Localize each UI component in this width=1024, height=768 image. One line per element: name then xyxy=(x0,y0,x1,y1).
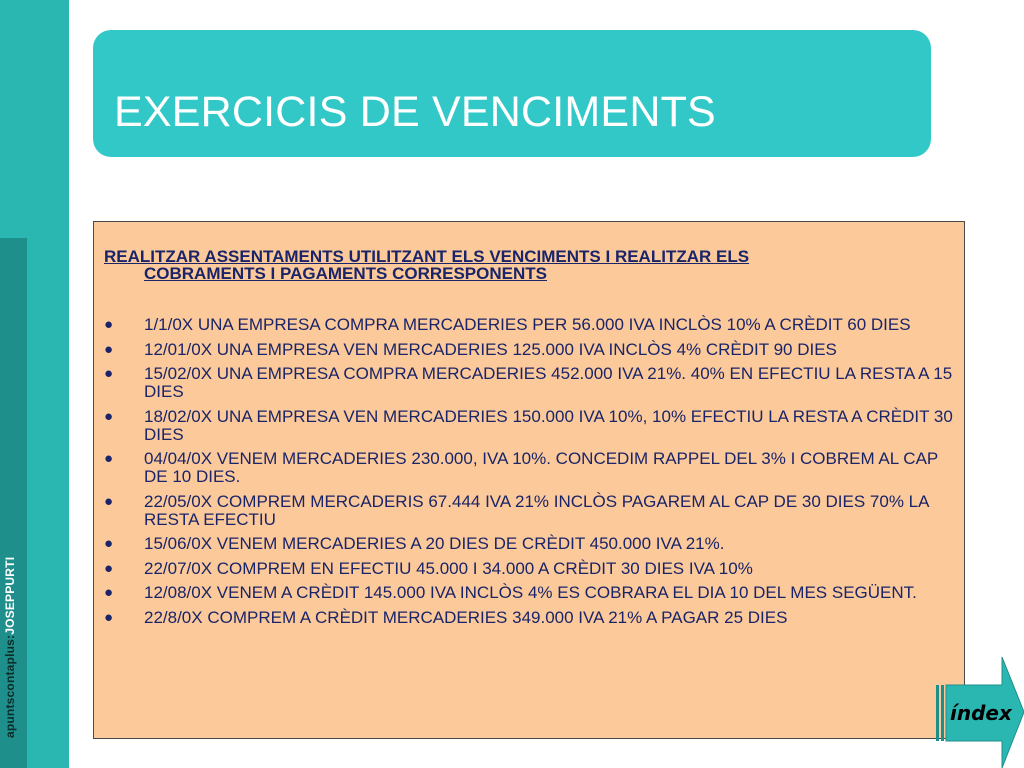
brand-watermark xyxy=(3,557,17,738)
brand-text-part2: JOSEPPURTI xyxy=(3,556,17,635)
index-label[interactable]: índex xyxy=(950,701,1012,725)
exercise-list xyxy=(104,316,954,633)
list-item xyxy=(104,316,954,334)
bullet-icon: ● xyxy=(104,365,114,382)
list-item xyxy=(104,493,954,529)
list-item xyxy=(104,365,954,401)
bullet-icon: ● xyxy=(104,559,114,577)
list-item xyxy=(104,450,954,486)
bullet-icon: ● xyxy=(104,450,114,467)
bullet-icon: ● xyxy=(104,316,114,333)
slide-title: EXERCICIS DE VENCIMENTS xyxy=(114,88,716,136)
bullet-icon: ● xyxy=(104,535,114,552)
list-item xyxy=(104,560,954,578)
list-item xyxy=(104,341,954,359)
list-item xyxy=(104,609,954,627)
bullet-icon: ● xyxy=(104,407,114,425)
list-item-text: 22/05/0X COMPREM MERCADERIS 67.444 IVA 21% INCLÒS PAGAREM AL CAP DE 30 DIES 70% LA RESTA EFECTIU xyxy=(144,491,929,529)
index-nav-button[interactable] xyxy=(932,657,1024,768)
list-item xyxy=(104,408,954,444)
list-item-text: 15/02/0X UNA EMPRESA COMPRA MERCADERIES 452.000 IVA 21%. 40% EN EFECTIU LA RESTA A 15 DIES xyxy=(144,364,953,401)
list-item-text: 12/01/0X UNA EMPRESA VEN MERCADERIES 125.000 IVA INCLÒS 4% CRÈDIT 90 DIES xyxy=(144,339,837,359)
title-banner xyxy=(93,30,931,157)
instruction-heading-line2: COBRAMENTS I PAGAMENTS CORRESPONENTS xyxy=(144,264,547,283)
list-item-text: 04/04/0X VENEM MERCADERIES 230.000, IVA 10%. CONCEDIM RAPPEL DEL 3% I COBREM AL CAP DE 10 DIES. xyxy=(144,449,938,486)
list-item xyxy=(104,535,954,553)
bullet-icon: ● xyxy=(104,608,114,626)
brand-text-part1: apuntscontaplus: xyxy=(3,634,17,738)
exercise-content-box xyxy=(93,221,965,739)
list-item-text: 22/07/0X COMPREM EN EFECTIU 45.000 I 34.000 A CRÈDIT 30 DIES IVA 10% xyxy=(144,558,753,578)
list-item-text: 18/02/0X UNA EMPRESA VEN MERCADERIES 150.000 IVA 10%, 10% EFECTIU LA RESTA A CRÈDIT 30 DIES xyxy=(144,406,953,444)
list-item-text: 12/08/0X VENEM A CRÈDIT 145.000 IVA INCLÒS 4% ES COBRARA EL DIA 10 DEL MES SEGÜENT. xyxy=(144,583,917,602)
bullet-icon: ● xyxy=(104,340,114,358)
list-item xyxy=(104,584,954,602)
bullet-icon: ● xyxy=(104,492,114,510)
bullet-icon: ● xyxy=(104,584,114,601)
instruction-heading-line1: REALITZAR ASSENTAMENTS UTILITZANT ELS VENCIMENTS I REALITZAR ELS xyxy=(104,247,750,266)
list-item-text: 1/1/0X UNA EMPRESA COMPRA MERCADERIES PER 56.000 IVA INCLÒS 10% A CRÈDIT 60 DIES xyxy=(144,315,911,334)
list-item-text: 15/06/0X VENEM MERCADERIES A 20 DIES DE CRÈDIT 450.000 IVA 21%. xyxy=(144,534,725,553)
instruction-heading xyxy=(104,248,904,282)
list-item-text: 22/8/0X COMPREM A CRÈDIT MERCADERIES 349.000 IVA 21% A PAGAR 25 DIES xyxy=(144,607,788,627)
